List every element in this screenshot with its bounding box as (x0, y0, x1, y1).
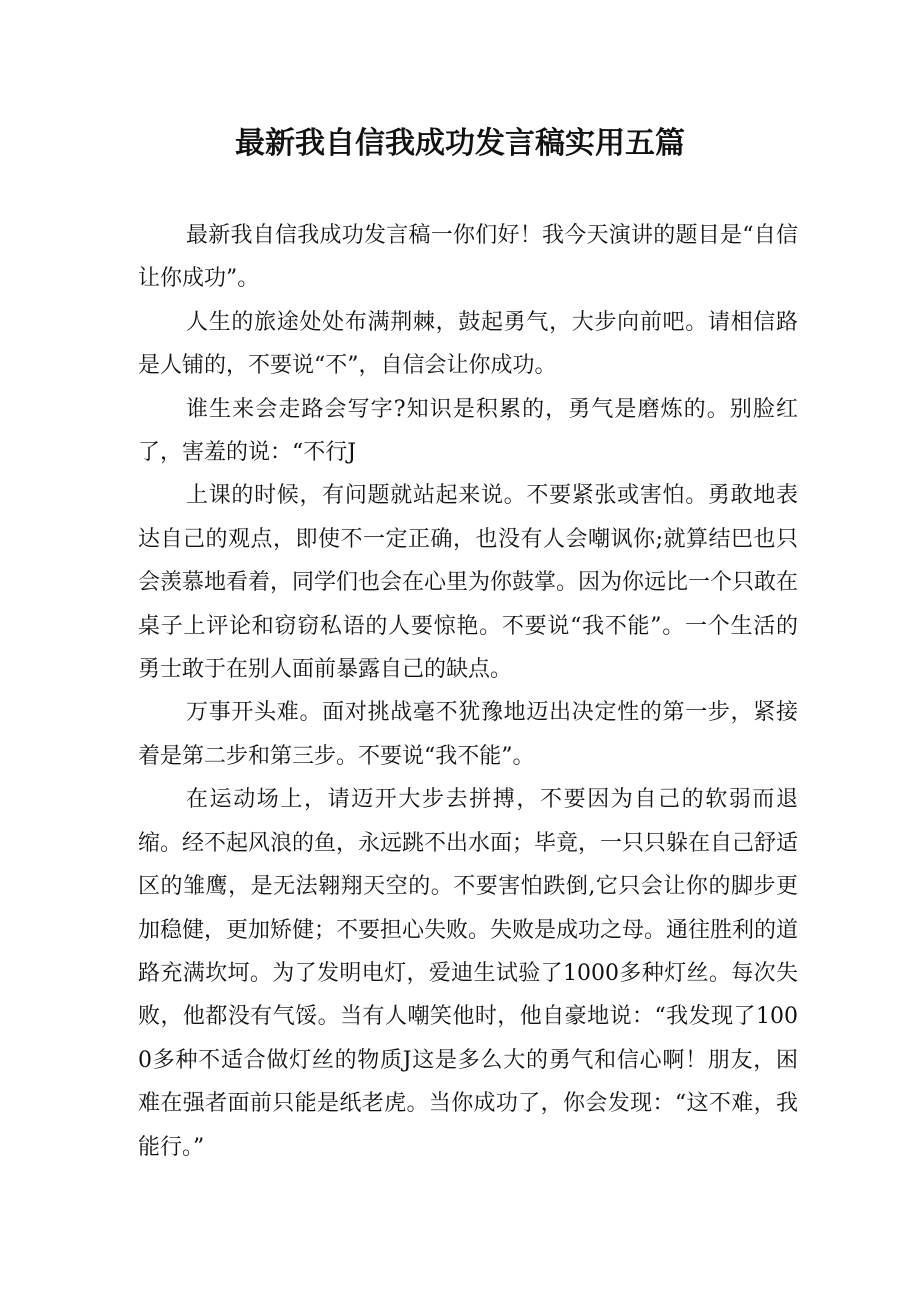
paragraph: 人生的旅途处处布满荆棘，鼓起勇气，大步向前吧。请相信路是人铺的，不要说“不”，自信会让你成功。 (138, 309, 798, 379)
document-title: 最新我自信我成功发言稿实用五篇 (235, 126, 685, 161)
paragraph: 在运动场上，请迈开大步去拼搏，不要因为自己的软弱而退缩。经不起风浪的鱼，永远跳不出水面；毕竟，一只只躲在自己舒适区的雏鹰，是无法翱翔天空的。不要害怕跌倒,它只会让你的脚步更加稳健，更加矫健；不要担心失败。失败是成功之母。通往胜利的道路充满坎坷。为了发明电灯，爱迪生试验了1000多种灯丝。每次失败，他都没有气馁。当有人嘲笑他时，他自豪地说：“我发现了1000多种不适合做灯丝的物质J这是多么大的勇气和信心啊！朋友，困难在强者面前只能是纸老虎。当你成功了，你会发现：“这不难，我能行。” (138, 787, 799, 1160)
paragraph: 谁生来会走路会写字?知识是积累的，勇气是磨炼的。别脸红了，害羞的说：“不行J (138, 396, 798, 466)
paragraph: 上课的时候，有问题就站起来说。不要紧张或害怕。勇敢地表达自己的观点，即使不一定正确，也没有人会嘲讽你;就算结巴也只会羡慕地看着，同学们也会在心里为你鼓掌。因为你远比一个只敢在桌子上评论和窃窃私语的人要惊艳。不要说“我不能”。一个生活的勇士敢于在别人面前暴露自己的缺点。 (138, 483, 799, 683)
paragraph: 万事开头难。面对挑战毫不犹豫地迈出决定性的第一步，紧接着是第二步和第三步。不要说“我不能”。 (138, 700, 798, 769)
document-body (138, 214, 798, 1169)
paragraph: 最新我自信我成功发言稿一你们好！我今天演讲的题目是“自信让你成功”。 (138, 223, 798, 292)
